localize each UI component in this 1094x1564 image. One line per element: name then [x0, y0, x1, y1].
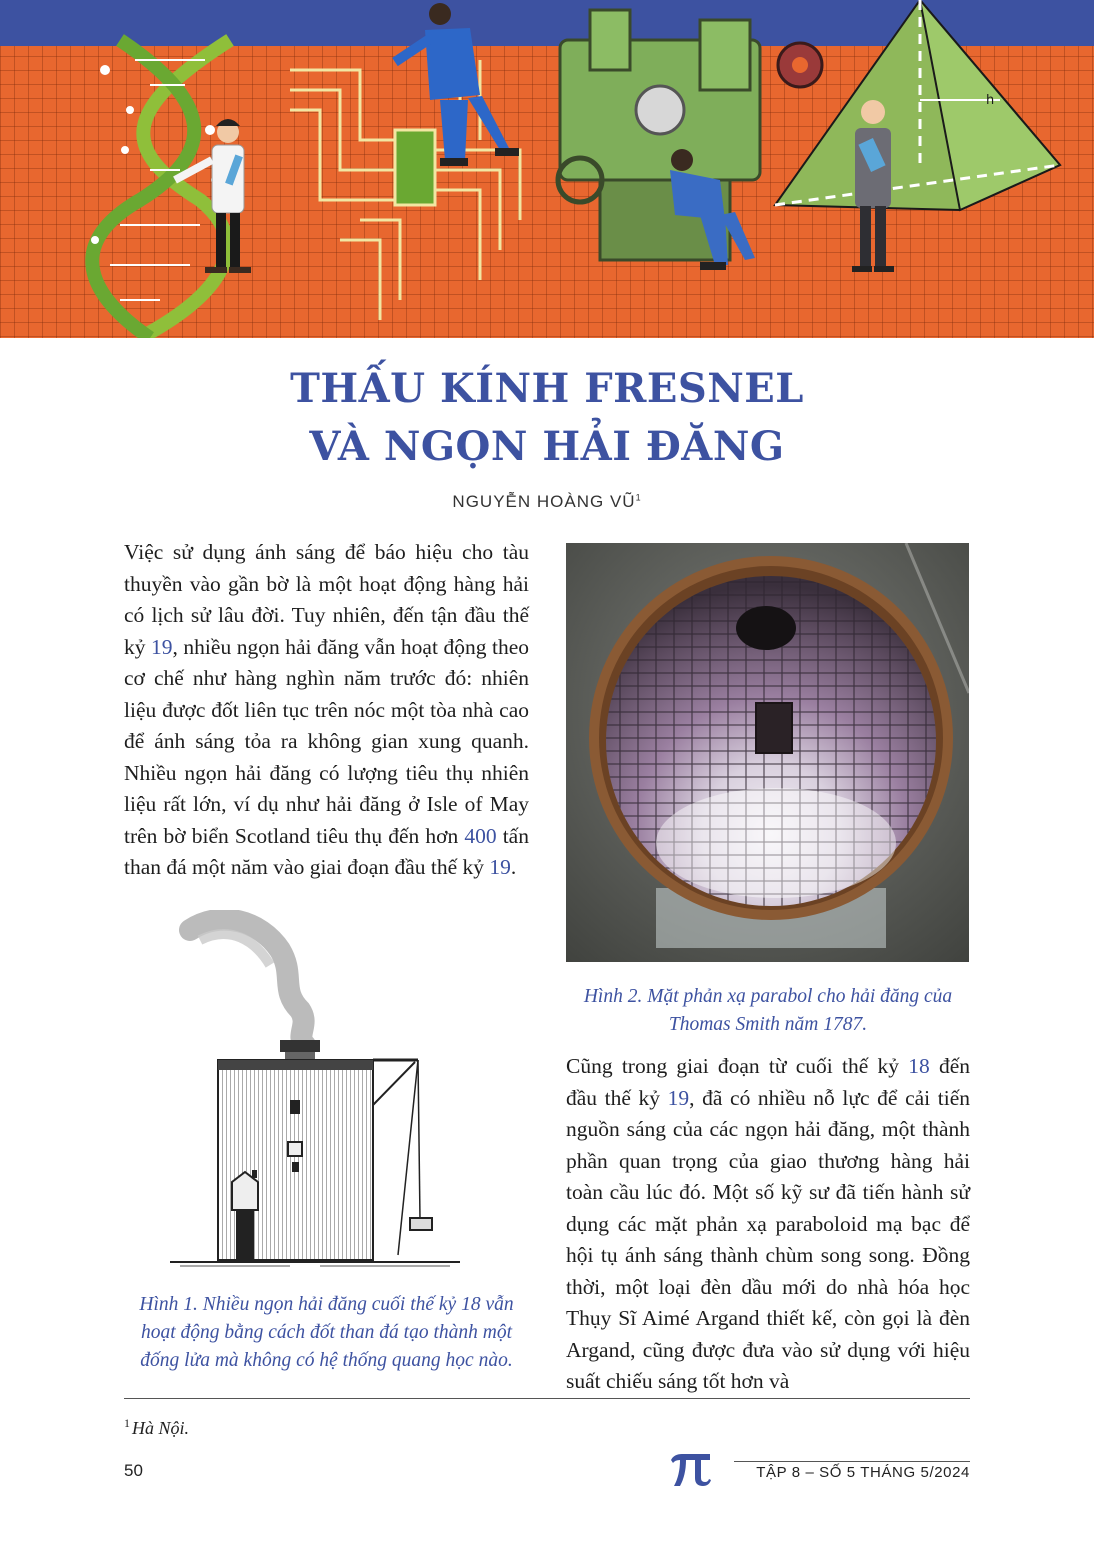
fig1-caption-a: Hình — [139, 1294, 184, 1315]
pyramid-icon — [775, 0, 1060, 210]
p2-number-2: 19 — [667, 1085, 690, 1110]
p1-number-1: 19 — [151, 634, 173, 659]
footnote-text: Hà Nội. — [132, 1418, 190, 1438]
p2-text-2: đến đầu thế kỷ — [566, 1054, 971, 1110]
p1-text-1: Việc sử dụng ánh sáng để báo hiệu cho tàu thuyền vào gần bờ là một hoạt động hàng hải có lịch sử lâu đời. Tuy nhiên, đến tận đầu thế kỷ — [124, 540, 529, 659]
p1-text-3: tấn than đá một năm vào giai đoạn đầu thế kỷ — [124, 823, 529, 879]
pi-logo-icon — [668, 1451, 712, 1487]
body-paragraph-2 — [566, 1051, 970, 1398]
p1-number-2: 400 — [464, 823, 497, 848]
fig1-caption-n2: 18 — [461, 1294, 481, 1315]
engine-icon — [558, 10, 822, 260]
fig2-caption-c: . — [862, 1014, 868, 1035]
intro-paragraph — [124, 537, 529, 884]
p1-number-3: 19 — [489, 855, 511, 879]
figure-2-caption — [566, 983, 970, 1039]
page-number: 50 — [124, 1461, 143, 1480]
author-name: NGUYỄN HOÀNG VŨ — [452, 492, 636, 511]
fig1-caption-b: . Nhiều ngọn hải đăng cuối thế kỷ — [193, 1294, 462, 1315]
footnote — [124, 1416, 189, 1439]
fig2-caption-b: . Mặt phản xạ parabol cho hải đăng của Thomas Smith năm — [637, 986, 953, 1035]
p1-text-4: . — [510, 855, 517, 879]
issue-info: TẬP 8 – SỐ 5 THÁNG 5/2024 — [734, 1461, 970, 1481]
p2-text-1: Cũng trong giai đoạn từ cuối thế kỷ — [566, 1054, 909, 1078]
dna-helix-icon — [92, 40, 230, 338]
fig2-caption-n1: 2 — [627, 986, 638, 1007]
figure-1-lighthouse-image — [170, 910, 470, 1270]
article-title — [0, 360, 1094, 476]
pyramid-height-label: h — [986, 93, 995, 108]
article-title-line-1: THẤU KÍNH FRESNEL — [290, 365, 804, 412]
banner-illustration — [0, 0, 1094, 338]
author-line — [0, 492, 1094, 512]
footnote-mark: 1 — [124, 1416, 130, 1430]
fig2-caption-a: Hình — [583, 986, 628, 1007]
fig1-caption-c: vẫn hoạt động bằng cách đốt than đá tạo thành một đống lửa mà không có hệ thống quang học nào. — [140, 1294, 514, 1371]
header-banner — [0, 0, 1094, 338]
p2-text-3: , đã có nhiều nỗ lực để cải tiến nguồn sáng của các ngọn hải đăng, một thành phần quan trọng của giao thương hàng hải toàn cầu lúc đó. Một số kỹ sư đã tiến hành sử dụng các mặt phản xạ paraboloid mạ bạc để hội tụ ánh sáng thành chùm song song. Đồng thời, một loại đèn dầu mới do nhà hóa học Thụy Sĩ Aimé Argand thiết kế, còn gọi là đèn Argand, cũng được đưa vào sử dụng với hiệu suất chiếu sáng tốt hơn và — [566, 1085, 970, 1393]
p1-text-2: , nhiều ngọn hải đăng vẫn hoạt động theo cơ chế như hàng nghìn năm trước đó: nhiên liệu được đốt liên tục trên nóc một tòa nhà cao để ánh sáng tỏa ra không gian xung quanh. Nhiều ngọn hải đăng có lượng tiêu thụ nhiên liệu rất lớn, ví dụ như hải đăng ở Isle of May trên bờ biển Scotland tiêu thụ đến hơn — [124, 634, 530, 848]
fig2-caption-n2: 1787 — [823, 1014, 863, 1035]
figure-2-reflector-photo — [566, 543, 969, 962]
circuit-board-icon — [290, 60, 520, 320]
footnote-divider — [124, 1398, 970, 1399]
author-note-mark: 1 — [635, 492, 642, 503]
p2-number-1: 18 — [908, 1054, 930, 1078]
article-title-line-2: VÀ NGỌN HẢI ĐĂNG — [309, 423, 785, 470]
fig1-caption-n1: 1 — [183, 1294, 193, 1315]
figure-1-caption — [124, 1291, 529, 1375]
